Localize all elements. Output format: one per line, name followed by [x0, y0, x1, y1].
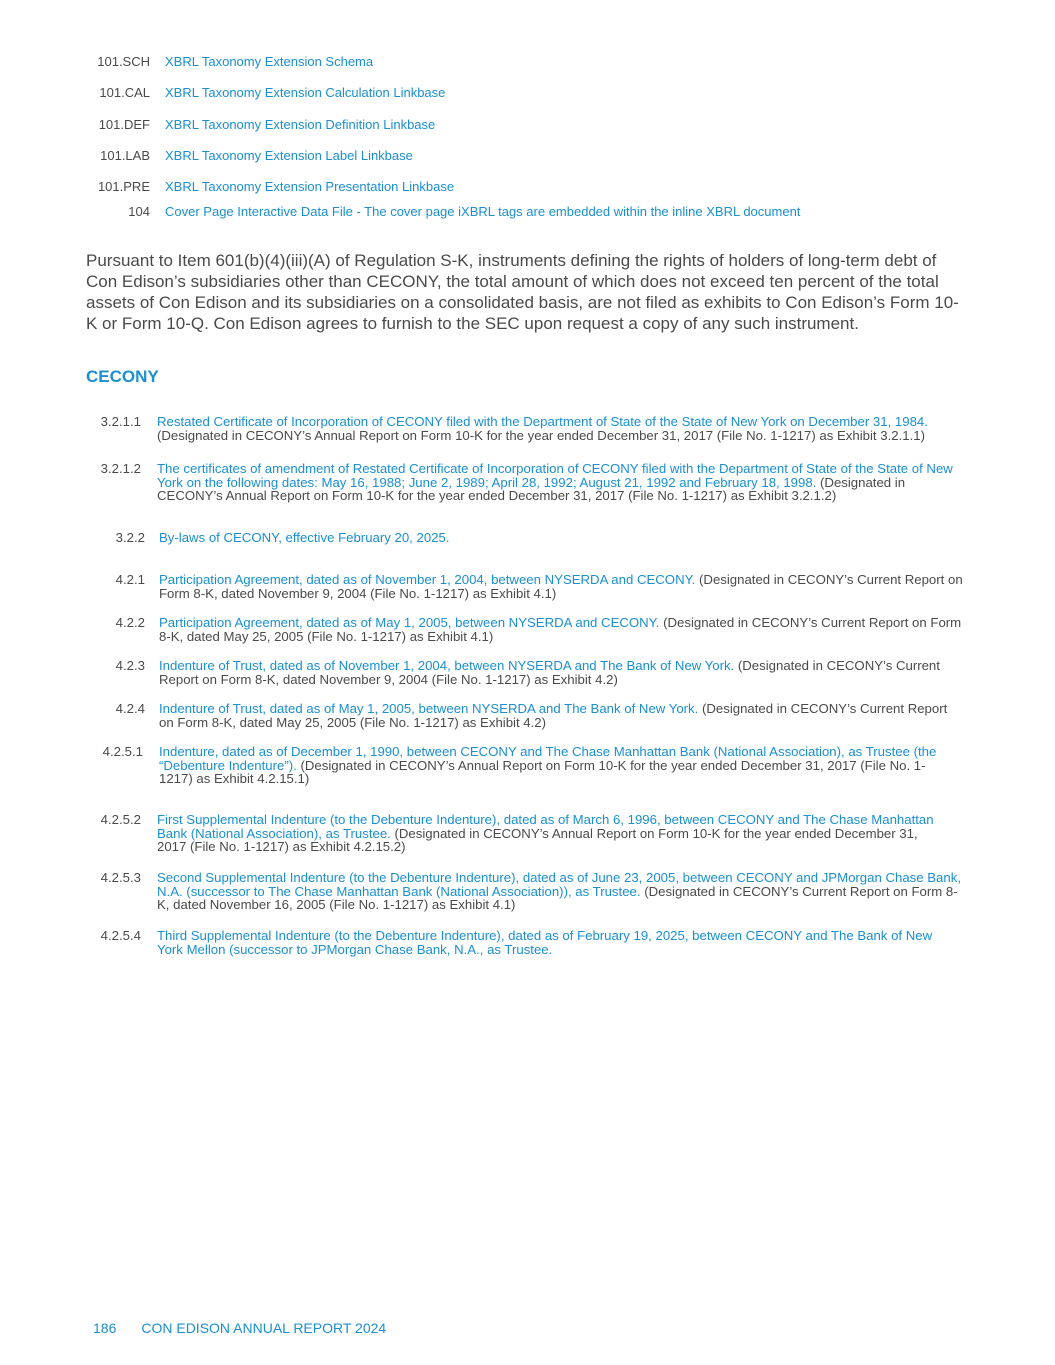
page-number: 186 [93, 1320, 117, 1336]
exhibit-number: 4.2.4 [115, 701, 145, 716]
exhibit-number: 3.2.1.2 [100, 461, 141, 476]
exhibit-designation: (Designated in CECONY’s Annual Report on Form 10-K for the year ended December 31, 2017 (File No. 1-1217) as Exhibit 3.2.1.1) [157, 427, 925, 443]
exhibit-link[interactable]: The certificates of amendment of Restated Certificate of Incorporation of CECONY filed with the Department of State of the State of New York on the following dates: May 16, 1988; June 2, 1989; April 28, 1992; August 21, 1992 and February 18, 1998. [157, 461, 953, 490]
exhibit-link[interactable]: Indenture of Trust, dated as of November 1, 2004, between NYSERDA and The Bank of New York. [159, 658, 735, 673]
exhibit-number: 101.DEF [98, 117, 150, 132]
report-title: CON EDISON ANNUAL REPORT 2024 [141, 1320, 387, 1336]
exhibit-designation: (Designated in CECONY’s Current Report on Form 8-K, dated November 9, 2004 (File No. 1-1217) as Exhibit 4.1) [159, 572, 963, 601]
exhibit-link[interactable]: Indenture of Trust, dated as of May 1, 2005, between NYSERDA and The Bank of New York. [159, 701, 699, 716]
exhibit-designation: (Designated in CECONY’s Current Report on Form 8-K, dated May 25, 2005 (File No. 1-1217) as Exhibit 4.2) [159, 701, 948, 730]
regulation-paragraph: Pursuant to Item 601(b)(4)(iii)(A) of Regulation S-K, instruments defining the rights of holders of long-term debt of Con Edison’s subsidiaries other than CECONY, the total amount of which does not exceed ten percent of the total assets of Con Edison and its subsidiaries on a consolidated basis, are not filed as exhibits to Con Edison’s Form 10-K or Form 10-Q. Con Edison agrees to furnish to the SEC upon request a copy of any such instrument. [86, 251, 959, 333]
page-footer [93, 1320, 386, 1336]
exhibit-link[interactable]: XBRL Taxonomy Extension Definition Linkbase [165, 117, 436, 132]
exhibit-link[interactable]: Cover Page Interactive Data File - The cover page iXBRL tags are embedded within the inline XBRL document [165, 204, 801, 219]
exhibit-number: 101.LAB [100, 148, 150, 163]
exhibit-designation: (Designated in CECONY’s Annual Report on Form 10-K for the year ended December 31, 2017 (File No. 1-1217) as Exhibit 3.2.1.2) [157, 474, 906, 503]
exhibit-number: 104 [128, 204, 150, 219]
exhibit-link[interactable]: First Supplemental Indenture (to the Debenture Indenture), dated as of March 6, 1996, between CECONY and The Chase Manhattan Bank (National Association), as Trustee. [157, 812, 934, 841]
exhibit-number: 4.2.5.1 [102, 744, 143, 759]
exhibit-number: 4.2.5.2 [100, 812, 141, 827]
exhibit-number: 4.2.1 [115, 572, 145, 587]
exhibit-link[interactable]: Restated Certificate of Incorporation of CECONY filed with the Department of State of the State of New York on December 31, 1984. [157, 414, 928, 429]
exhibit-link[interactable]: XBRL Taxonomy Extension Presentation Linkbase [165, 179, 455, 194]
exhibit-designation: (Designated in CECONY’s Current Report on Form 8-K, dated November 16, 2005 (File No. 1-1217) as Exhibit 4.1) [157, 883, 958, 912]
exhibit-number: 4.2.5.4 [100, 928, 141, 943]
exhibit-number: 101.CAL [99, 85, 150, 100]
exhibit-link[interactable]: XBRL Taxonomy Extension Label Linkbase [165, 148, 413, 163]
exhibit-designation: (Designated in CECONY’s Annual Report on Form 10-K for the year ended December 31, 2017 (File No. 1-1217) as Exhibit 4.2.15.1) [159, 757, 926, 786]
exhibit-number: 101.SCH [97, 54, 150, 69]
exhibit-link[interactable]: XBRL Taxonomy Extension Schema [165, 54, 374, 69]
exhibit-link[interactable]: Third Supplemental Indenture (to the Debenture Indenture), dated as of February 19, 2025, between CECONY and The Bank of New York Mellon (successor to JPMorgan Chase Bank, N.A., as Trustee. [157, 928, 933, 957]
exhibit-link[interactable]: By-laws of CECONY, effective February 20, 2025. [159, 530, 450, 545]
exhibit-link[interactable]: Second Supplemental Indenture (to the Debenture Indenture), dated as of June 23, 2005, between CECONY and JPMorgan Chase Bank, N.A. (successor to The Chase Manhattan Bank (National Association)), as Trustee. [157, 870, 961, 899]
exhibit-link[interactable]: Participation Agreement, dated as of May 1, 2005, between NYSERDA and CECONY. [159, 615, 660, 630]
exhibit-designation: (Designated in CECONY’s Current Report on Form 8-K, dated November 9, 2004 (File No. 1-1217) as Exhibit 4.2) [159, 658, 940, 687]
exhibit-number: 101.PRE [97, 179, 150, 194]
exhibit-link[interactable]: Indenture, dated as of December 1, 1990, between CECONY and The Chase Manhattan Bank (National Association), as Trustee (the “Debenture Indenture”). [159, 744, 937, 773]
exhibit-number: 4.2.5.3 [100, 870, 141, 885]
exhibit-number: 4.2.2 [115, 615, 145, 630]
section-heading: CECONY [86, 367, 159, 386]
exhibit-link[interactable]: XBRL Taxonomy Extension Calculation Linkbase [165, 85, 446, 100]
exhibit-number: 3.2.1.1 [100, 414, 141, 429]
exhibit-number: 4.2.3 [115, 658, 145, 673]
exhibit-designation: (Designated in CECONY’s Current Report on Form 8-K, dated May 25, 2005 (File No. 1-1217) as Exhibit 4.1) [159, 615, 962, 644]
exhibit-number: 3.2.2 [115, 530, 145, 545]
exhibit-link[interactable]: Participation Agreement, dated as of November 1, 2004, between NYSERDA and CECONY. [159, 572, 696, 587]
exhibit-designation: (Designated in CECONY’s Annual Report on Form 10-K for the year ended December 31, 2017 (File No. 1-1217) as Exhibit 4.2.15.2) [157, 825, 918, 854]
